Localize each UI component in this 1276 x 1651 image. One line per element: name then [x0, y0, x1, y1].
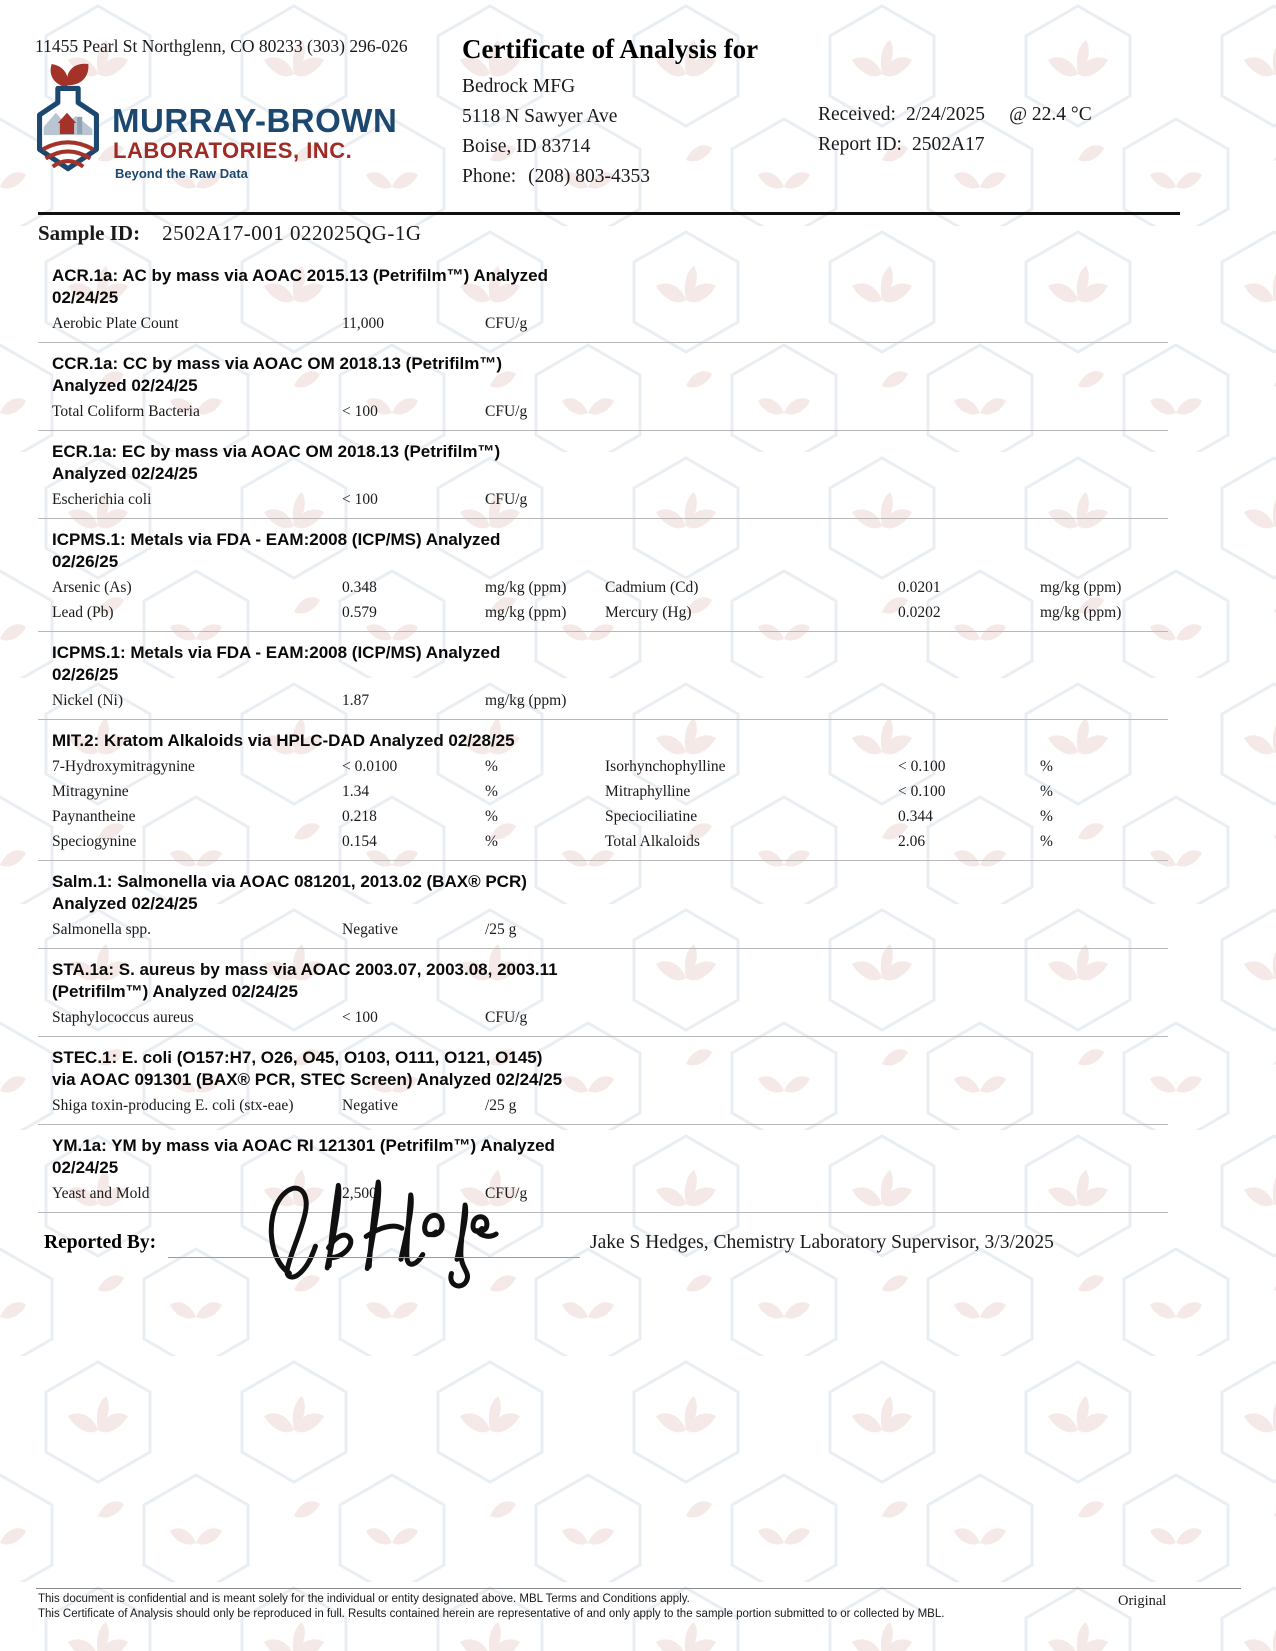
- section-title: ECR.1a: EC by mass via AOAC OM 2018.13 (Petrifilm™) Analyzed 02/24/25: [52, 442, 501, 483]
- logo-tagline: Beyond the Raw Data: [115, 166, 248, 181]
- result-units: %: [485, 757, 498, 775]
- section-rows: [38, 311, 1168, 336]
- analyte-name: Paynantheine: [52, 807, 136, 825]
- result-row: [38, 754, 1168, 779]
- analyte-name: Arsenic (As): [52, 578, 132, 596]
- section-title: ACR.1a: AC by mass via AOAC 2015.13 (Petrifilm™) Analyzed 02/24/25: [52, 266, 548, 307]
- client-phone: (208) 803-4353: [528, 166, 651, 187]
- section-title: YM.1a: YM by mass via AOAC RI 121301 (Petrifilm™) Analyzed 02/24/25: [52, 1136, 555, 1177]
- result-value: Negative: [342, 1096, 398, 1114]
- analysis-section: [38, 1125, 1168, 1213]
- signature-line: [168, 1257, 580, 1258]
- result-value: 0.348: [342, 578, 377, 596]
- section-rows: [38, 575, 1168, 625]
- analysis-section: [38, 632, 1168, 720]
- reported-by-label: Reported By:: [44, 1232, 157, 1253]
- received-label: Received:: [818, 104, 896, 125]
- analyte-name: Salmonella spp.: [52, 920, 152, 938]
- section-rows: [38, 688, 1168, 713]
- result-units: CFU/g: [485, 314, 528, 332]
- result-row: [38, 399, 1168, 424]
- result-row: [38, 779, 1168, 804]
- analysis-section: [38, 255, 1168, 343]
- analyte-name: Staphylococcus aureus: [52, 1008, 194, 1026]
- result-row: [38, 829, 1168, 854]
- section-rows: [38, 1093, 1168, 1118]
- result-row: [38, 688, 1168, 713]
- analyte-name: Total Coliform Bacteria: [52, 402, 200, 420]
- result-units: %: [485, 832, 498, 850]
- result-value: 1.87: [342, 691, 370, 709]
- analyte-name: Speciociliatine: [605, 807, 698, 825]
- analyte-name: Speciogynine: [52, 832, 137, 850]
- footer-original-label: Original: [1118, 1593, 1167, 1609]
- section-title: ICPMS.1: Metals via FDA - EAM:2008 (ICP/MS) Analyzed 02/26/25: [52, 643, 501, 684]
- section-rows: [38, 754, 1168, 854]
- analyte-name: Escherichia coli: [52, 490, 152, 508]
- sample-id-bar: [38, 221, 422, 246]
- client-name: Bedrock MFG: [462, 76, 576, 97]
- logo-name: MURRAY-BROWN: [112, 102, 398, 139]
- result-units: /25 g: [485, 1096, 517, 1114]
- footer-rule: [36, 1588, 1241, 1589]
- flask-leaf-logo-icon: [35, 62, 101, 188]
- result-units: mg/kg (ppm): [485, 578, 567, 596]
- section-rows: [38, 1181, 1168, 1206]
- analysis-sections: [38, 255, 1168, 1213]
- result-units: %: [1040, 832, 1053, 850]
- report-id-row: [818, 130, 1092, 160]
- result-units: mg/kg (ppm): [1040, 578, 1122, 596]
- analyte-name: Mercury (Hg): [605, 603, 692, 621]
- result-value: 1.34: [342, 782, 370, 800]
- result-units: %: [1040, 807, 1053, 825]
- section-rows: [38, 1005, 1168, 1030]
- result-units: mg/kg (ppm): [1040, 603, 1122, 621]
- received-date: 2/24/2025: [905, 104, 986, 125]
- result-value: Negative: [342, 920, 398, 938]
- result-value: 0.579: [342, 603, 377, 621]
- certificate-title: Certificate of Analysis for: [462, 34, 759, 64]
- result-units: %: [485, 782, 498, 800]
- analysis-section: [38, 720, 1168, 861]
- result-units: CFU/g: [485, 1184, 528, 1202]
- footer-disclaimer-1: This document is confidential and is meant solely for the individual or entity designated above. MBL Terms and Conditions apply.: [38, 1593, 690, 1605]
- result-value: < 100: [342, 1008, 378, 1026]
- result-value: < 100: [342, 490, 378, 508]
- section-rows: [38, 917, 1168, 942]
- analysis-section: [38, 431, 1168, 519]
- result-value: < 0.0100: [342, 757, 398, 775]
- result-row: [38, 917, 1168, 942]
- client-address-line1: 5118 N Sawyer Ave: [462, 106, 618, 127]
- result-units: CFU/g: [485, 402, 528, 420]
- analyte-name: Lead (Pb): [52, 603, 114, 621]
- result-row: [38, 600, 1168, 625]
- section-title: Salm.1: Salmonella via AOAC 081201, 2013.02 (BAX® PCR) Analyzed 02/24/25: [52, 872, 527, 913]
- received-row: [818, 100, 1092, 130]
- analyte-name: Mitragynine: [52, 782, 129, 800]
- result-units: %: [1040, 782, 1053, 800]
- client-phone-row: [462, 162, 650, 192]
- result-value: 2,500: [342, 1184, 377, 1202]
- result-value: < 0.100: [898, 757, 946, 775]
- report-meta: [818, 100, 1092, 160]
- result-row: [38, 575, 1168, 600]
- section-rows: [38, 487, 1168, 512]
- analyte-name: Shiga toxin-producing E. coli (stx-eae): [52, 1096, 294, 1114]
- analysis-section: [38, 519, 1168, 632]
- signature-image: [253, 1168, 507, 1297]
- section-title: ICPMS.1: Metals via FDA - EAM:2008 (ICP/MS) Analyzed 02/26/25: [52, 530, 501, 571]
- logo-subname: LABORATORIES, INC.: [113, 138, 353, 163]
- footer-disclaimer-2: This Certificate of Analysis should only be reproduced in full. Results contained herein are representative of and only apply to the sample portion submitted to or collected by MBL.: [38, 1608, 945, 1620]
- analyte-name: Cadmium (Cd): [605, 578, 699, 596]
- result-units: mg/kg (ppm): [485, 691, 567, 709]
- analyte-name: Yeast and Mold: [52, 1184, 150, 1202]
- analyte-name: Total Alkaloids: [605, 832, 700, 850]
- result-value: 0.344: [898, 807, 933, 825]
- report-id-label: Report ID:: [818, 134, 902, 155]
- section-title: STA.1a: S. aureus by mass via AOAC 2003.07, 2003.08, 2003.11 (Petrifilm™) Analyzed 02/24/25: [52, 960, 558, 1001]
- analysis-section: [38, 861, 1168, 949]
- analysis-section: [38, 949, 1168, 1037]
- sample-id-rule: [38, 212, 1180, 215]
- result-units: %: [485, 807, 498, 825]
- result-row: [38, 1093, 1168, 1118]
- result-value: 0.0201: [898, 578, 941, 596]
- result-units: mg/kg (ppm): [485, 603, 567, 621]
- received-temp: @ 22.4 °C: [1009, 104, 1092, 125]
- result-row: [38, 487, 1168, 512]
- section-title: MIT.2: Kratom Alkaloids via HPLC-DAD Analyzed 02/28/25: [52, 731, 515, 750]
- analyte-name: Isorhynchophylline: [605, 757, 726, 775]
- section-title: CCR.1a: CC by mass via AOAC OM 2018.13 (Petrifilm™) Analyzed 02/24/25: [52, 354, 503, 395]
- result-units: CFU/g: [485, 490, 528, 508]
- sample-id-value: 2502A17-001 022025QG-1G: [162, 221, 422, 245]
- result-row: [38, 1005, 1168, 1030]
- result-row: [38, 1181, 1168, 1206]
- analyte-name: Nickel (Ni): [52, 691, 124, 709]
- result-value: 2.06: [898, 832, 926, 850]
- analyte-name: Mitraphylline: [605, 782, 691, 800]
- result-row: [38, 311, 1168, 336]
- result-value: < 0.100: [898, 782, 946, 800]
- section-title: STEC.1: E. coli (O157:H7, O26, O45, O103, O111, O121, O145) via AOAC 091301 (BAX® PCR, STEC Screen) Analyzed 02/24/25: [52, 1048, 563, 1089]
- section-rows: [38, 399, 1168, 424]
- result-row: [38, 804, 1168, 829]
- result-value: 0.154: [342, 832, 377, 850]
- analysis-section: [38, 343, 1168, 431]
- client-phone-label: Phone:: [462, 166, 517, 187]
- result-units: CFU/g: [485, 1008, 528, 1026]
- sample-id-label: Sample ID:: [38, 221, 141, 245]
- result-units: /25 g: [485, 920, 517, 938]
- lab-address: 11455 Pearl St Northglenn, CO 80233 (303) 296-026: [35, 36, 408, 56]
- client-info: [462, 72, 650, 192]
- result-value: 0.218: [342, 807, 377, 825]
- result-value: 11,000: [342, 314, 385, 332]
- lab-logo: [35, 62, 455, 192]
- result-value: 0.0202: [898, 603, 941, 621]
- result-value: < 100: [342, 402, 378, 420]
- signer-details: Jake S Hedges, Chemistry Laboratory Supervisor, 3/3/2025: [590, 1232, 1054, 1253]
- analyte-name: Aerobic Plate Count: [52, 314, 179, 332]
- analysis-section: [38, 1037, 1168, 1125]
- result-units: %: [1040, 757, 1053, 775]
- client-address-line2: Boise, ID 83714: [462, 136, 591, 157]
- analyte-name: 7-Hydroxymitragynine: [52, 757, 195, 775]
- report-id-value: 2502A17: [911, 134, 985, 155]
